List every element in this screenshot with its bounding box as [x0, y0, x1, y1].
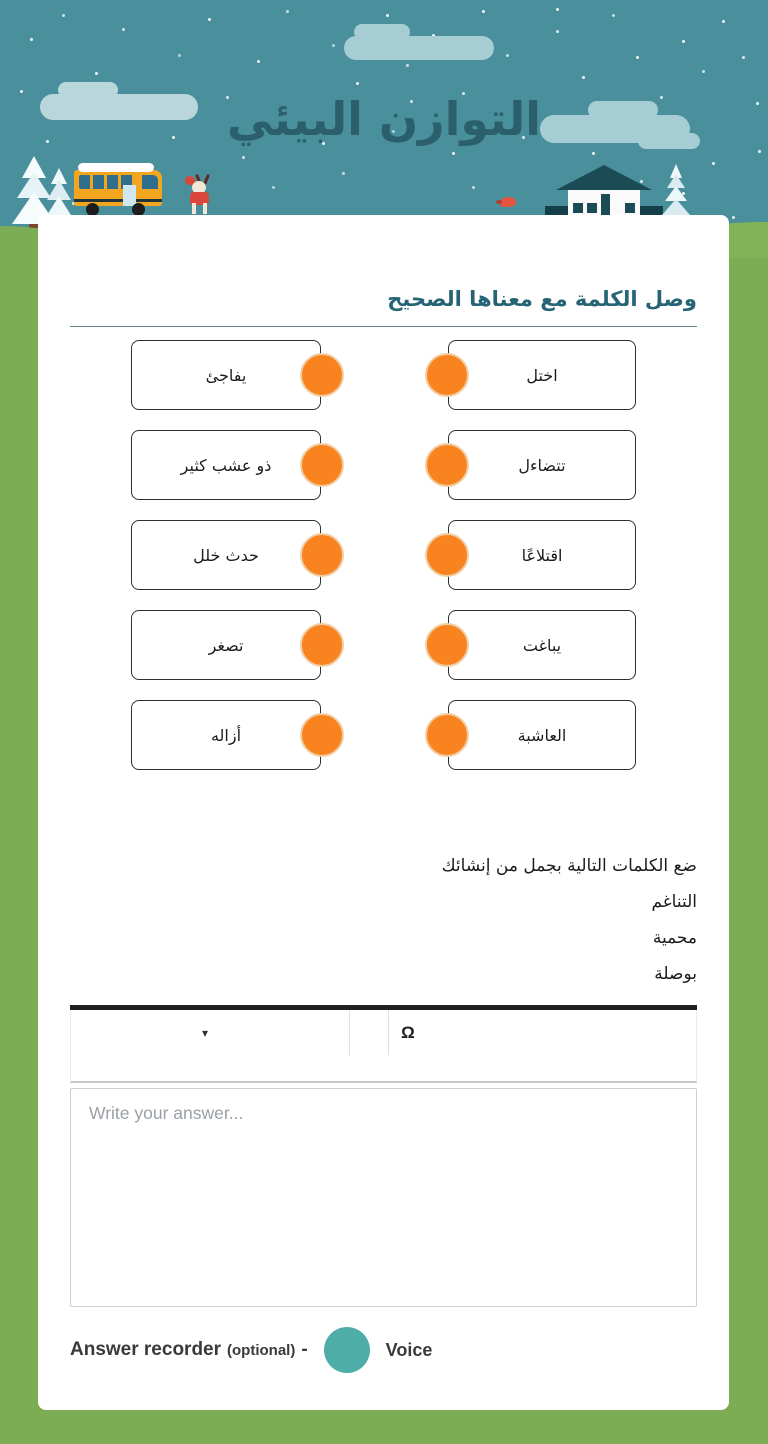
chevron-down-icon: ▾	[201, 1025, 209, 1040]
reindeer-illustration	[183, 174, 217, 214]
match-connector-dot[interactable]	[425, 353, 469, 397]
match-word-label: ذو عشب كثير	[180, 455, 272, 475]
match-connector-dot[interactable]	[300, 623, 344, 667]
snow-dots	[0, 0, 3, 3]
match-meaning-label: تتضاءل	[518, 455, 566, 475]
special-characters-button[interactable]	[389, 1010, 427, 1055]
match-meaning-label: العاشبة	[517, 725, 567, 745]
match-row	[70, 610, 697, 680]
match-connector-dot[interactable]	[300, 533, 344, 577]
voice-label: Voice	[385, 1339, 433, 1360]
vocabulary-word: التناغم	[651, 892, 697, 912]
worksheet-card	[38, 215, 729, 1410]
match-row	[70, 520, 697, 590]
school-bus-illustration	[74, 163, 162, 215]
match-word-box[interactable]	[131, 430, 321, 500]
cloud	[344, 36, 494, 60]
match-word-box[interactable]	[131, 340, 321, 410]
match-meaning-box[interactable]	[448, 700, 636, 770]
match-word-label: تصغر	[208, 635, 244, 655]
vocabulary-word: بوصلة	[654, 964, 697, 984]
match-word-box[interactable]	[131, 700, 321, 770]
match-meaning-box[interactable]	[448, 520, 636, 590]
rich-text-editor	[70, 1005, 697, 1307]
snowy-tree-illustration	[44, 168, 74, 220]
match-connector-dot[interactable]	[300, 713, 344, 757]
match-word-label: يفاجئ	[205, 365, 247, 385]
omega-icon: Ω	[401, 1022, 415, 1042]
optional-label: (optional)	[227, 1341, 296, 1359]
house-illustration	[545, 165, 663, 215]
matching-exercise	[70, 340, 697, 770]
match-connector-dot[interactable]	[425, 713, 469, 757]
match-connector-dot[interactable]	[425, 533, 469, 577]
match-meaning-label: اختل	[526, 365, 558, 385]
paragraph-style-dropdown[interactable]	[183, 1010, 227, 1055]
match-word-box[interactable]	[131, 610, 321, 680]
editor-toolbar	[70, 1010, 697, 1083]
open-question-prompt: ضع الكلمات التالية بجمل من إنشائك	[441, 856, 697, 876]
sky-background	[0, 0, 768, 232]
snowy-spruce-illustration	[662, 164, 690, 216]
answer-recorder-label: Answer recorder	[70, 1339, 222, 1360]
match-meaning-box[interactable]	[448, 340, 636, 410]
match-connector-dot[interactable]	[425, 443, 469, 487]
match-row	[70, 340, 697, 410]
match-meaning-box[interactable]	[448, 430, 636, 500]
match-word-box[interactable]	[131, 520, 321, 590]
dash-separator: -	[301, 1339, 308, 1360]
match-word-label: أزاله	[210, 725, 242, 745]
bird-illustration	[500, 197, 516, 207]
match-connector-dot[interactable]	[300, 353, 344, 397]
match-meaning-box[interactable]	[448, 610, 636, 680]
toolbar-divider	[349, 1010, 350, 1055]
match-row	[70, 430, 697, 500]
match-meaning-label: اقتلاعًا	[521, 545, 563, 565]
matching-heading: وصل الكلمة مع معناها الصحيح	[70, 287, 697, 327]
match-row	[70, 700, 697, 770]
worksheet-title: التوازن البيئي	[226, 92, 542, 146]
match-connector-dot[interactable]	[300, 443, 344, 487]
voice-record-button[interactable]	[324, 1327, 370, 1373]
match-word-label: حدث خلل	[193, 545, 259, 565]
open-question-block	[70, 848, 697, 992]
answer-recorder-section	[70, 1327, 697, 1373]
match-connector-dot[interactable]	[425, 623, 469, 667]
vocabulary-word: محمية	[652, 928, 697, 948]
answer-textarea[interactable]	[70, 1088, 697, 1307]
match-meaning-label: يباغت	[522, 635, 562, 655]
